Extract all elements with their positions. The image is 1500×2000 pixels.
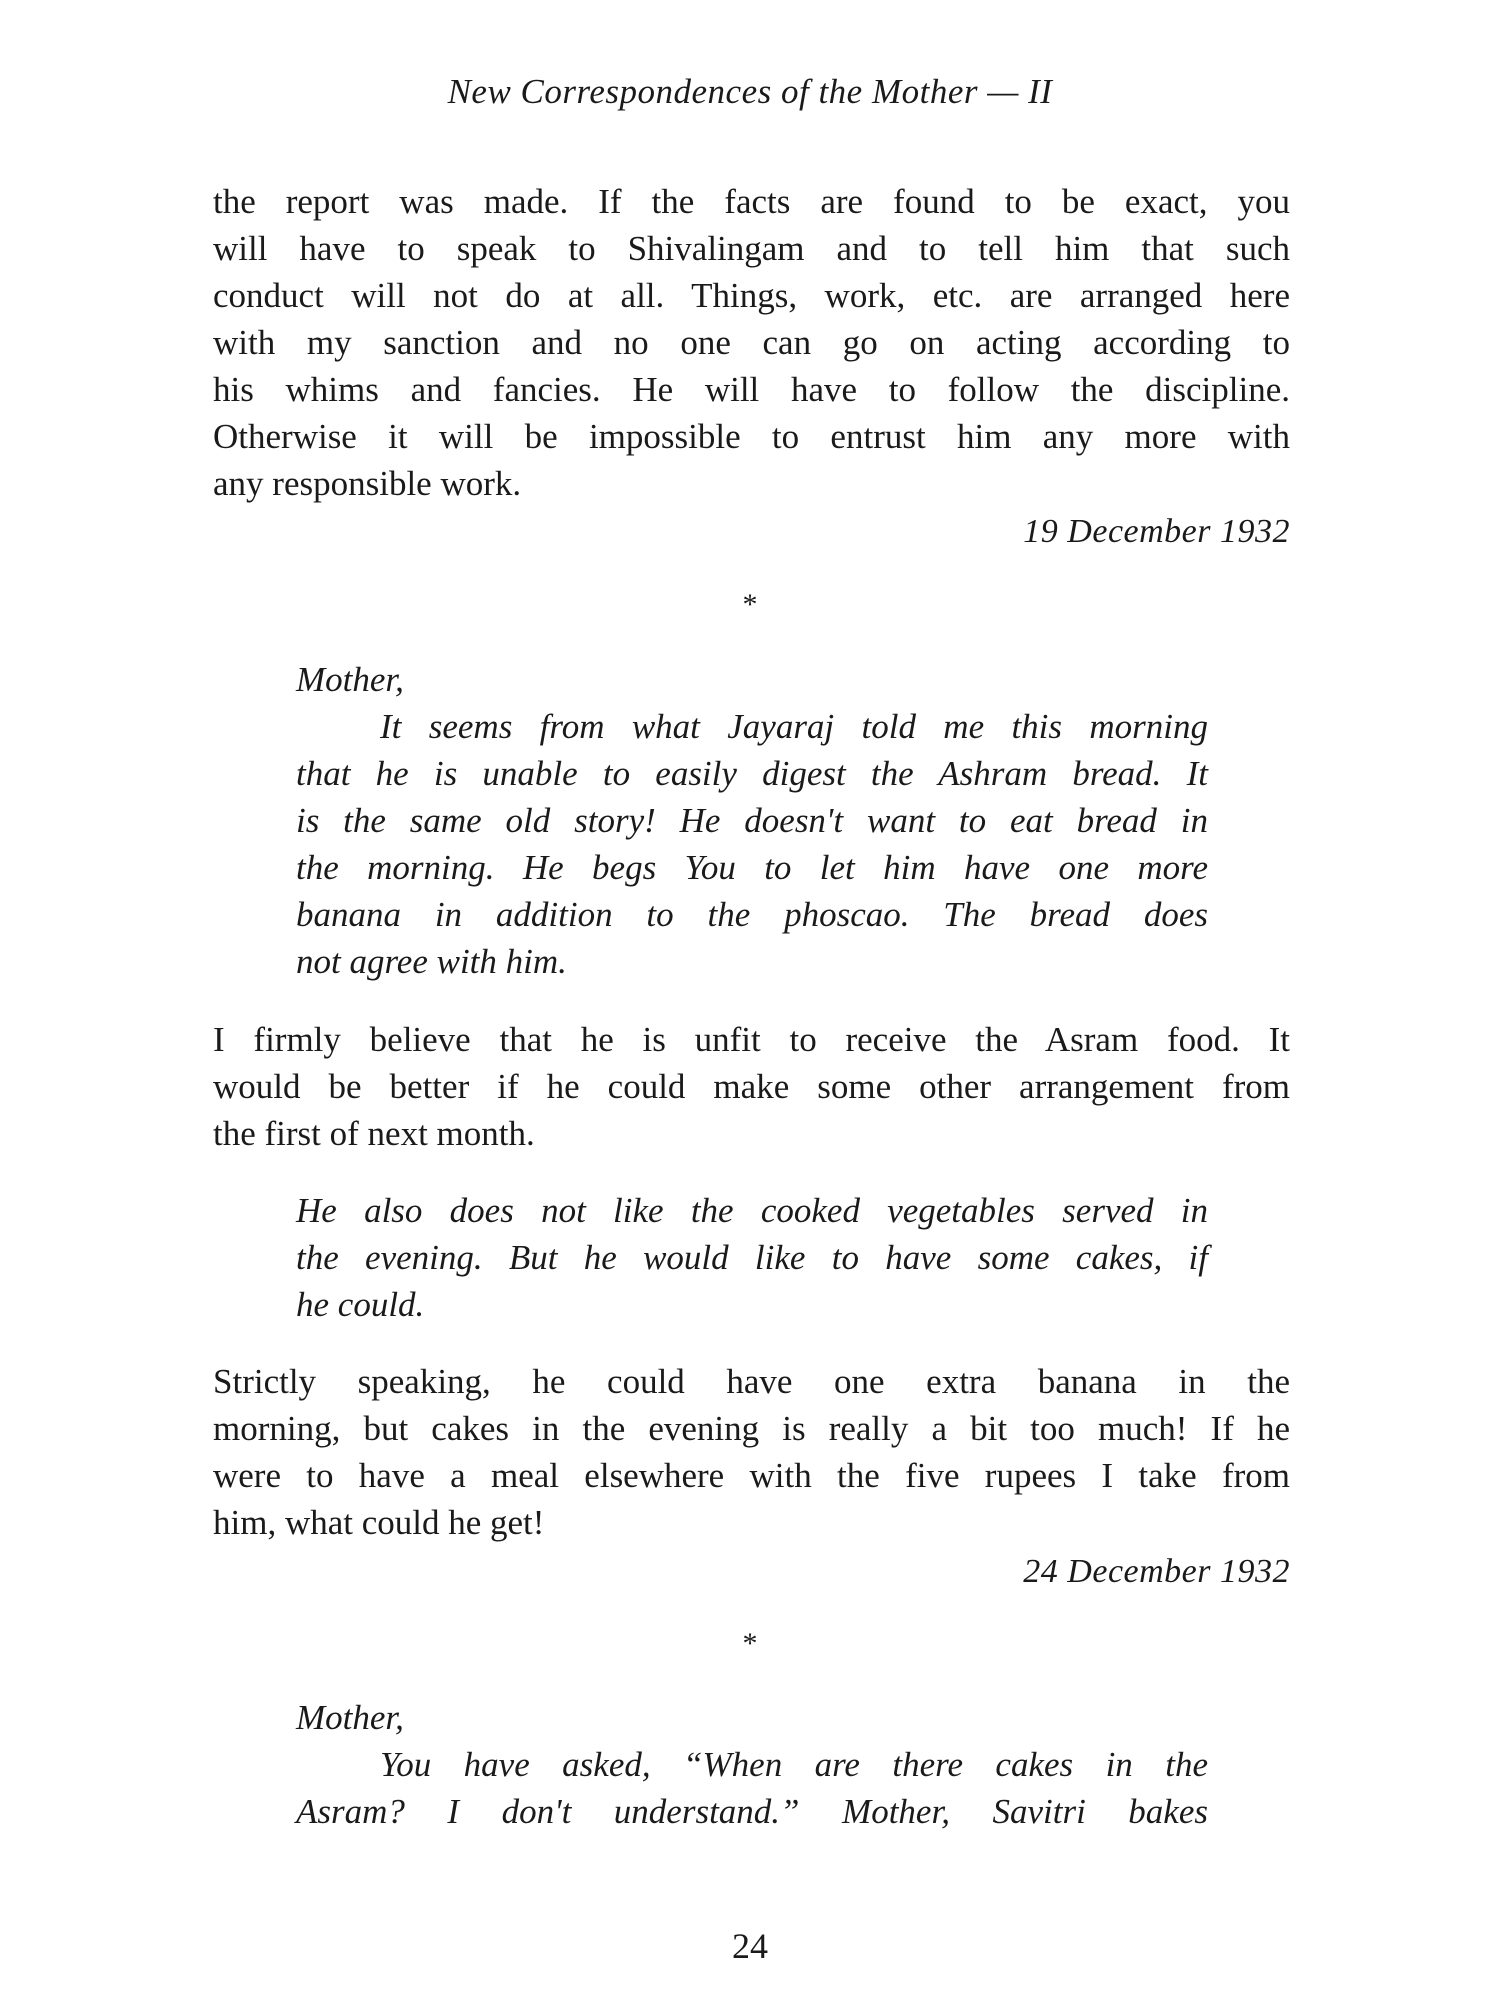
text-line: It seems from what Jayaraj told me this morning <box>380 707 1208 746</box>
running-head: New Correspondences of the Mother — II <box>447 72 1053 111</box>
text-line: will have to speak to Shivalingam and to tell him that such <box>213 229 1290 268</box>
salutation: Mother, <box>296 1698 404 1737</box>
letter-date: 19 December 1932 <box>1023 513 1290 550</box>
text-line: Otherwise it will be impossible to entrust him any more with <box>213 417 1290 456</box>
text-line: not agree with him. <box>296 942 567 981</box>
text-line: Asram? I don't understand.” Mother, Savitri bakes <box>296 1792 1208 1831</box>
text-line: the evening. But he would like to have some cakes, if <box>296 1238 1208 1277</box>
text-line: any responsible work. <box>213 464 522 503</box>
text-line: him, what could he get! <box>213 1503 545 1542</box>
text-line: were to have a meal elsewhere with the five rupees I take from <box>213 1456 1290 1495</box>
text-line: Strictly speaking, he could have one extra banana in the <box>213 1362 1290 1401</box>
letter-date: 24 December 1932 <box>1023 1553 1290 1590</box>
text-line: morning, but cakes in the evening is really a bit too much! If he <box>213 1409 1290 1448</box>
text-line: the first of next month. <box>213 1114 535 1153</box>
text-line: he could. <box>296 1285 425 1324</box>
quoted-letter-3 <box>296 1694 1208 1835</box>
text-line: conduct will not do at all. Things, work, etc. are arranged here <box>213 276 1290 315</box>
quoted-letter-1 <box>296 656 1208 985</box>
paragraph-2 <box>213 1016 1290 1157</box>
page-number: 24 <box>732 1926 768 1966</box>
text-line: I firmly believe that he is unfit to receive the Asram food. It <box>213 1020 1290 1059</box>
paragraph-3 <box>213 1358 1290 1546</box>
text-line: He also does not like the cooked vegetables served in <box>296 1191 1208 1230</box>
paragraph-1 <box>213 178 1290 507</box>
text-line: the morning. He begs You to let him have one more <box>296 848 1208 887</box>
quoted-letter-2 <box>296 1187 1208 1328</box>
salutation: Mother, <box>296 660 404 699</box>
text-line: You have asked, “When are there cakes in the <box>380 1745 1208 1784</box>
text-line: the report was made. If the facts are found to be exact, you <box>213 182 1290 221</box>
text-line: with my sanction and no one can go on acting according to <box>213 323 1290 362</box>
text-line: his whims and fancies. He will have to follow the discipline. <box>213 370 1290 409</box>
text-line: would be better if he could make some other arrangement from <box>213 1067 1290 1106</box>
section-separator: * <box>742 1627 758 1660</box>
text-line: that he is unable to easily digest the Ashram bread. It <box>296 754 1208 793</box>
section-separator: * <box>742 588 758 621</box>
text-line: is the same old story! He doesn't want to eat bread in <box>296 801 1208 840</box>
text-line: banana in addition to the phoscao. The bread does <box>296 895 1208 934</box>
